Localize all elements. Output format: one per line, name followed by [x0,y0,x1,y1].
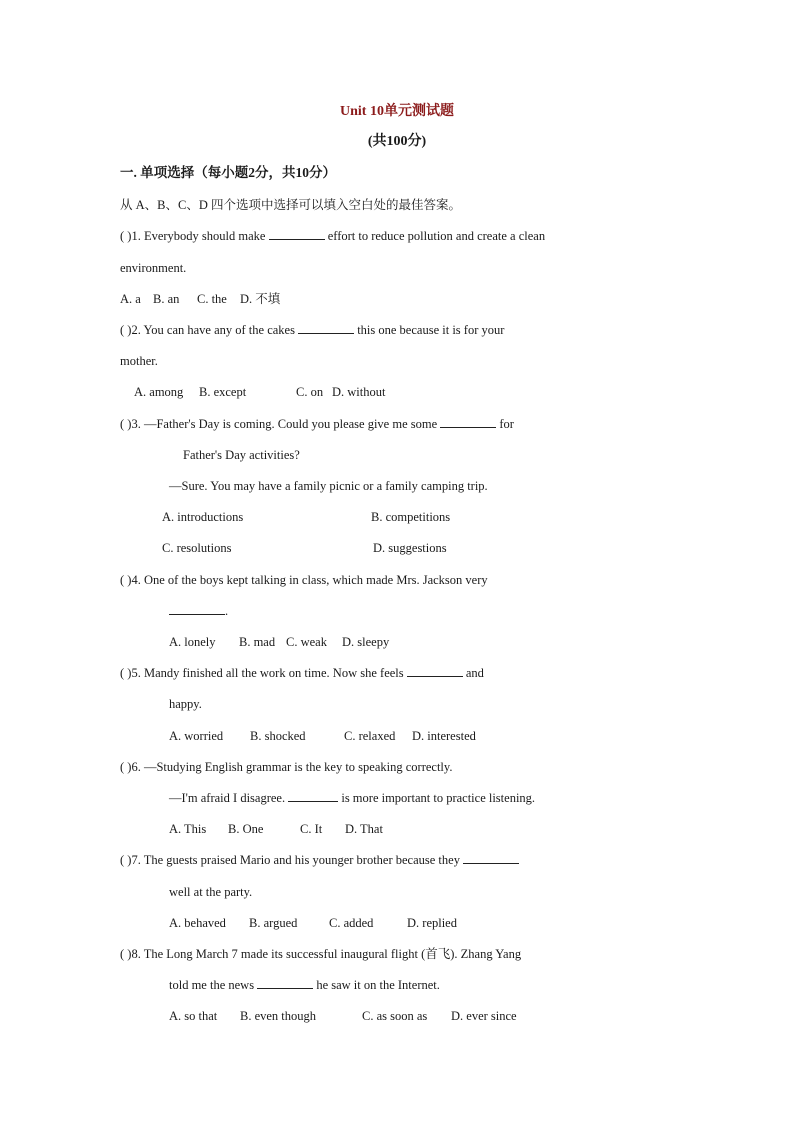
q2-option-b: B. except [199,385,247,399]
question-text: told me the news [169,978,255,992]
q8-option-c: C. as soon as [362,1009,428,1023]
q4-option-a: A. lonely [169,635,216,649]
q7-option-a: A. behaved [169,916,226,930]
q1-option-d: D. 不填 [240,292,281,306]
q6-option-c: C. It [300,822,323,836]
blank-line [407,664,463,677]
question-text: 6. —Studying English grammar is the key to speaking correctly. [131,760,453,774]
blank-line [298,321,354,334]
question-text: for [499,417,514,431]
question-2 [120,321,504,339]
q1-option-c: C. the [197,292,227,306]
question-text: and [465,666,484,680]
q3-option-d: D. suggestions [373,541,447,555]
question-text: —I'm afraid I disagree. [169,791,286,805]
question-text: effort to reduce pollution and create a clean [327,229,546,243]
question-text: 3. —Father's Day is coming. Could you please give me some [131,417,438,431]
question-7-continuation: well at the party. [169,885,253,899]
question-5-continuation: happy. [169,697,202,711]
q5-option-a: A. worried [169,729,224,743]
q8-option-b: B. even though [240,1009,317,1023]
question-text: 1. Everybody should make [131,229,266,243]
blank-line [269,227,325,240]
question-text: 4. One of the boys kept talking in class, which made Mrs. Jackson very [131,573,488,587]
q2-option-c: C. on [296,385,324,399]
question-text: . [225,604,229,618]
answer-paren: ( ) [120,760,132,774]
question-text: this one because it is for your [357,323,505,337]
blank-line [257,976,313,989]
blank-line [440,415,496,428]
q5-option-c: C. relaxed [344,729,396,743]
blank-line [169,602,225,615]
q4-option-d: D. sleepy [342,635,390,649]
question-text: 8. The Long March 7 made its successful inaugural flight (首飞). Zhang Yang [131,947,522,961]
q8-option-a: A. so that [169,1009,218,1023]
q7-option-b: B. argued [249,916,298,930]
question-text: 5. Mandy finished all the work on time. Now she feels [131,666,404,680]
question-1 [120,227,545,245]
q3-option-c: C. resolutions [162,541,232,555]
question-3-continuation: Father's Day activities? [183,448,300,462]
q2-option-a: A. among [134,385,184,399]
question-5 [120,664,484,682]
q3-option-a: A. introductions [162,510,244,524]
question-8 [120,945,521,963]
q4-option-b: B. mad [239,635,276,649]
question-6 [120,758,452,776]
answer-paren: ( ) [120,947,132,961]
question-4-continuation [169,602,228,620]
answer-paren: ( ) [120,229,132,243]
q6-option-a: A. This [169,822,207,836]
q5-option-d: D. interested [412,729,476,743]
q6-option-d: D. That [345,822,383,836]
page-title: Unit 10单元测试题 [340,104,454,119]
question-4 [120,571,488,589]
answer-paren: ( ) [120,666,132,680]
question-6-reply [169,789,535,807]
q4-option-c: C. weak [286,635,327,649]
question-7 [120,851,519,869]
section-heading: 一. 单项选择（每小题2分，共10分） [120,165,336,180]
question-3 [120,415,514,433]
q1-option-b: B. an [153,292,180,306]
q2-option-d: D. without [332,385,386,399]
q7-option-d: D. replied [407,916,457,930]
section-instruction: 从 A、B、C、D 四个选项中选择可以填入空白处的最佳答案。 [120,198,461,212]
q1-option-a: A. a [120,292,141,306]
q3-option-b: B. competitions [371,510,451,524]
question-8-continuation [169,976,440,994]
answer-paren: ( ) [120,417,132,431]
question-2-continuation: mother. [120,354,158,368]
blank-line [463,851,519,864]
q6-option-b: B. One [228,822,264,836]
q5-option-b: B. shocked [250,729,306,743]
blank-line [288,789,338,802]
answer-paren: ( ) [120,323,132,337]
question-1-continuation: environment. [120,261,187,275]
q7-option-c: C. added [329,916,374,930]
question-3-reply: —Sure. You may have a family picnic or a family camping trip. [169,479,488,493]
question-text: 7. The guests praised Mario and his younger brother because they [131,853,460,867]
answer-paren: ( ) [120,853,132,867]
q8-option-d: D. ever since [451,1009,517,1023]
page-subtitle: (共100分) [367,134,427,149]
question-text: 2. You can have any of the cakes [131,323,295,337]
question-text: is more important to practice listening. [341,791,536,805]
answer-paren: ( ) [120,573,132,587]
question-text: he saw it on the Internet. [316,978,440,992]
